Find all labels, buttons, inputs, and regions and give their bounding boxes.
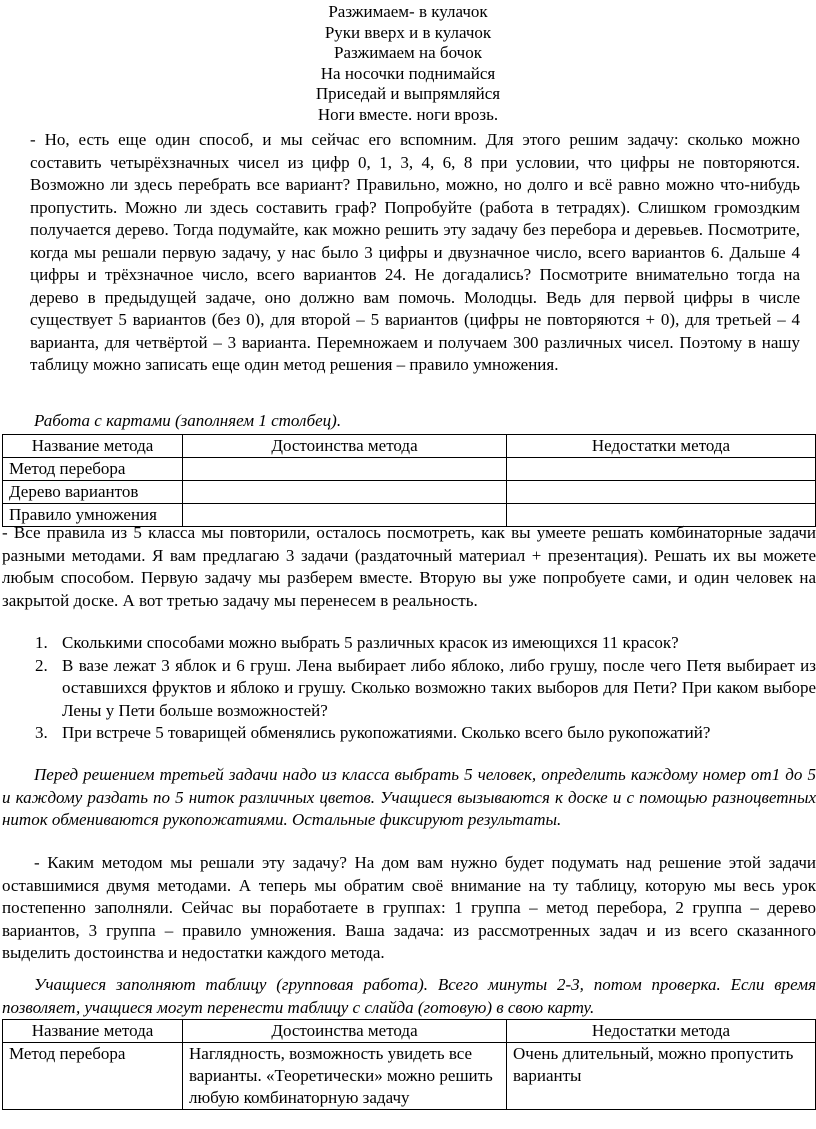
paragraph-groups: - Каким методом мы решали эту задачу? На дом вам нужно будет подумать над решение этой задачи оставшимися двумя методами. А теперь мы обратим своё внимание на ту таблицу, которую мы весь урок постепенно заполняли. Сейчас вы поработаете в группах: 1 группа – метод перебора, 2 группа – дерево вариантов, 3 группа – правило умножения. Ваша задача: из рассмотренных задач и из всего сказанного выделить достоинства и недостатки каждого метода. xyxy=(2,853,816,962)
list-item: 2. В вазе лежат 3 яблок и 6 груш. Лена выбирает либо яблоко, либо грушу, после чего Петя выбирает из оставшихся фруктов и яблоко и грушу. Сколько возможно таких выборов для Пети? При каком выборе Лены у Пети больше возможностей? xyxy=(35,655,816,720)
poem xyxy=(0,2,816,125)
table-row xyxy=(3,1043,816,1110)
poem-line: Руки вверх и в кулачок xyxy=(324,22,492,42)
table-cell: Метод перебора xyxy=(3,458,183,481)
list-item: 1. Сколькими способами можно выбрать 5 различных красок из имеющихся 11 красок? xyxy=(35,633,679,652)
table-header: Название метода xyxy=(3,435,183,458)
table-row xyxy=(3,481,816,504)
table-header: Недостатки метода xyxy=(507,435,816,458)
table-row xyxy=(3,458,816,481)
poem-line: Приседай и выпрямляйся xyxy=(315,84,501,103)
paragraph-table-task: Учащиеся заполняют таблицу (групповая работа). Всего минуты 2-3, потом проверка. Если время позволяет, учащиеся могут перенести таблицу с слайда (готовую) в свою карту. xyxy=(2,975,816,1017)
table-header: Недостатки метода xyxy=(507,1020,816,1043)
table-cell: Метод перебора xyxy=(3,1043,183,1110)
methods-table-filled xyxy=(2,1019,816,1110)
poem-line: Разжимаем- в кулачок xyxy=(328,2,488,21)
table-header: Достоинства метода xyxy=(183,435,507,458)
methods-table-empty xyxy=(2,434,816,527)
poem-line: Ноги вместе. ноги врозь. xyxy=(317,104,499,124)
table-cell: Наглядность, возможность увидеть все варианты. «Теоретически» можно решить любую комбинаторную задачу xyxy=(183,1043,507,1110)
table-header: Название метода xyxy=(3,1020,183,1043)
paragraph-tasks-intro: - Все правила из 5 класса мы повторили, осталось посмотреть, как вы умеете решать комбинаторные задачи разными методами. Я вам предлагаю 3 задачи (раздаточный материал + презентация). Решать их вы можете любым способом. Первую задачу мы разберем вместе. Вторую вы уже попробуете сами, и один человек на закрытой доске. А вот третью задачу мы перенесем в реальность. xyxy=(2,523,816,610)
table-header: Достоинства метода xyxy=(183,1020,507,1043)
table-cell xyxy=(183,458,507,481)
table-cell: Дерево вариантов xyxy=(3,481,183,504)
cards-caption: Работа с картами (заполняем 1 столбец). xyxy=(34,411,342,430)
table-cell xyxy=(183,481,507,504)
paragraph-handshake: Перед решением третьей задачи надо из класса выбрать 5 человек, определить каждому номер от1 до 5 и каждому раздать по 5 ниток различных цветов. Учащиеся вызываются к доске и с помощью разноцветных ниток обмениваются рукопожатиями. Остальные фиксируют результаты. xyxy=(2,765,816,829)
tasks-list xyxy=(2,632,816,745)
poem-line: Разжимаем на бочок xyxy=(334,43,482,62)
table-cell: Правило умножения xyxy=(3,504,183,527)
poem-line: На носочки поднимайся xyxy=(320,63,496,83)
table-cell xyxy=(507,458,816,481)
list-item: 3. При встрече 5 товарищей обменялись рукопожатиями. Сколько всего было рукопожатий? xyxy=(35,723,711,742)
table-cell xyxy=(507,481,816,504)
table-cell: Очень длительный, можно пропустить варианты xyxy=(507,1043,816,1110)
paragraph-intro: - Но, есть еще один способ, и мы сейчас его вспомним. Для этого решим задачу: сколько можно составить четырёхзначных чисел из цифр 0, 1, 3, 4, 6, 8 при условии, что цифры не повторяются. Возможно ли здесь перебрать все вариант? Правильно, можно, но долго и всё равно можно что-нибудь пропустить. Можно ли здесь составить граф? Попробуйте (работа в тетрадях). Слишком громоздким получается дерево. Тогда подумайте, как можно решить эту задачу без перебора и деревьев. Посмотрите, когда мы решали первую задачу, у нас было 3 цифры и двузначное число, всего вариантов 6. Дальше 4 цифры и трёхзначное число, всего вариантов 24. Не догадались? Посмотрите внимательно тогда на дерево в предыдущей задаче, оно должно вам помочь. Молодцы. Ведь для первой цифры в числе существует 5 вариантов (без 0), для второй – 5 вариантов (цифры не повторяются + 0), для третьей – 4 варианта, для четвёртой – 3 варианта. Перемножаем и получаем 300 различных чисел. Поэтому в нашу таблицу можно записать еще один метод решения – правило умножения. xyxy=(30,130,800,374)
